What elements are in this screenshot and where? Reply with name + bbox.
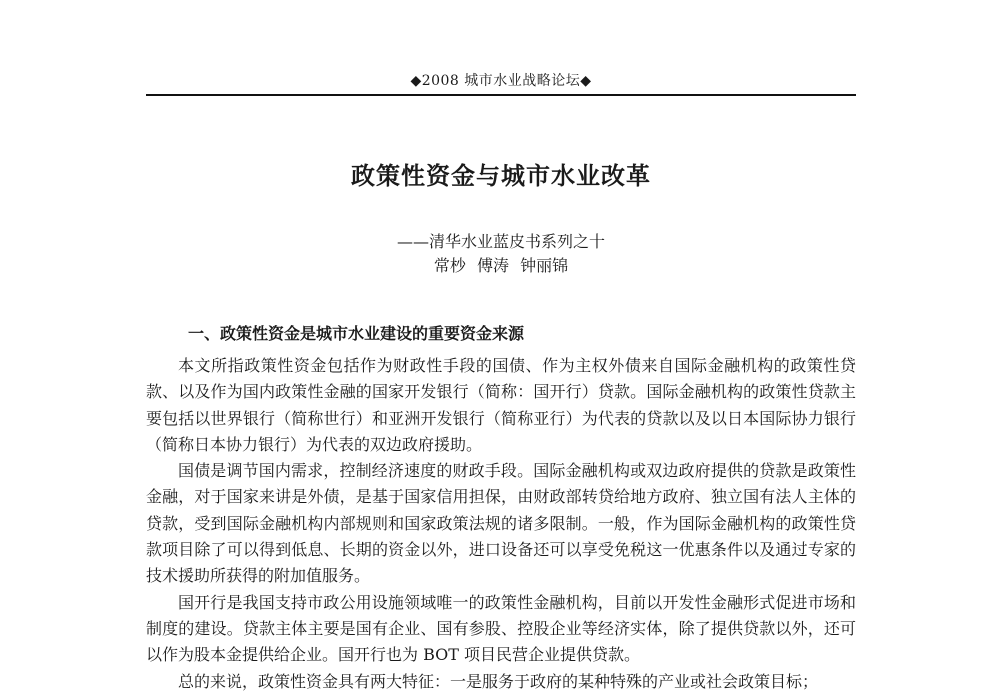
body-text bbox=[146, 353, 856, 693]
paragraph: 总的来说，政策性资金具有两大特征：一是服务于政府的某种特殊的产业或社会政策目标； bbox=[178, 671, 819, 691]
paragraph: 本文所指政策性资金包括作为财政性手段的国债、作为主权外债来自国际金融机构的政策性贷款、以及作为国内政策性金融的国家开发银行（简称：国开行）贷款。国际金融机构的政策性贷款主要包括以世界银行（简称世行）和亚洲开发银行（简称亚行）为代表的贷款以及以日本国际协力银行（简称日本协力银行）为代表的双边政府援助。 bbox=[146, 356, 856, 454]
paragraph: 国债是调节国内需求，控制经济速度的财政手段。国际金融机构或双边政府提供的贷款是政策性金融，对于国家来讲是外债，是基于国家信用担保，由财政部转贷给地方政府、独立国有法人主体的贷款，受到国际金融机构内部规则和国家政策法规的诸多限制。一般，作为国际金融机构的政策性贷款项目除了可以得到低息、长期的资金以外，进口设备还可以享受免税这一优惠条件以及通过专家的技术援助所获得的附加值服务。 bbox=[146, 461, 856, 586]
article-authors: 常杪 傅涛 钟丽锦 bbox=[433, 256, 569, 275]
paragraph: 国开行是我国支持市政公用设施领域唯一的政策性金融机构，目前以开发性金融形式促进市场和制度的建设。贷款主体主要是国有企业、国有参股、控股企业等经济实体，除了提供贷款以外，还可以作为股本金提供给企业。国开行也为 BOT 项目民营企业提供贷款。 bbox=[146, 592, 856, 665]
header-rule bbox=[146, 94, 856, 96]
article-title: 政策性资金与城市水业改革 bbox=[351, 162, 651, 190]
article-subtitle: ——清华水业蓝皮书系列之十 bbox=[396, 232, 605, 251]
section-heading: 一、政策性资金是城市水业建设的重要资金来源 bbox=[188, 324, 525, 343]
running-header: ◆2008 城市水业战略论坛◆ bbox=[410, 73, 592, 89]
